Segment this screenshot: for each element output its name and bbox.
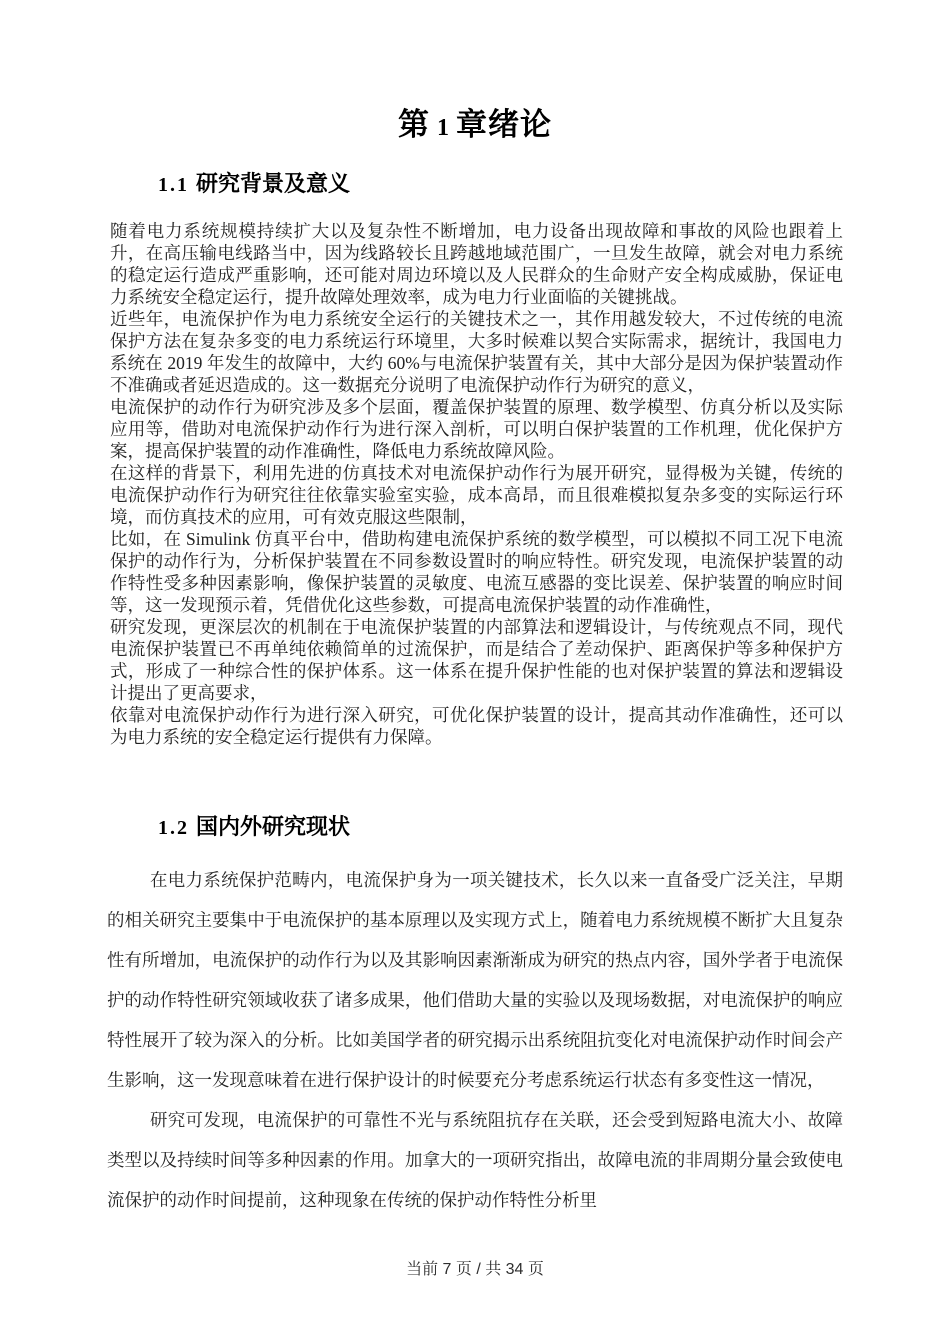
- paragraph: 依靠对电流保护动作行为进行深入研究，可优化保护装置的设计，提高其动作准确性，还可以为电力系统的安全稳定运行提供有力保障。: [110, 705, 843, 747]
- paragraph: 比如，在 Simulink 仿真平台中，借助构建电流保护系统的数学模型，可以模拟不同工况下电流保护的动作行为，分析保护装置在不同参数设置时的响应特性。研究发现，电流保护装置的动作特性受多种因素影响，像保护装置的灵敏度、电流互感器的变比误差、保护装置的响应时间等，这一发现预示着，凭借优化这些参数，可提高电流保护装置的动作准确性，: [110, 529, 843, 615]
- section-heading-1-2: [158, 812, 350, 843]
- page-number-footer: [0, 1259, 950, 1281]
- chapter-title-prefix: 第: [398, 107, 430, 142]
- paragraph: 在电力系统保护范畴内，电流保护身为一项关键技术，长久以来一直备受广泛关注，早期的相关研究主要集中于电流保护的基本原理以及实现方式上，随着电力系统规模不断扩大且复杂性有所增加，电流保护的动作行为以及其影响因素渐渐成为研究的热点内容，国外学者于电流保护的动作特性研究领域收获了诸多成果，他们借助大量的实验以及现场数据，对电流保护的响应特性展开了较为深入的分析。比如美国学者的研究揭示出系统阻抗变化对电流保护动作时间会产生影响，这一发现意味着在进行保护设计的时候要充分考虑系统运行状态有多变性这一情况，: [107, 870, 843, 1090]
- paragraph: 研究可发现，电流保护的可靠性不光与系统阻抗存在关联，还会受到短路电流大小、故障类型以及持续时间等多种因素的作用。加拿大的一项研究指出，故障电流的非周期分量会致使电流保护的动作时间提前，这种现象在传统的保护动作特性分析里: [107, 1110, 843, 1210]
- paragraph: 随着电力系统规模持续扩大以及复杂性不断增加，电力设备出现故障和事故的风险也跟着上升，在高压输电线路当中，因为线路较长且跨越地域范围广，一旦发生故障，就会对电力系统的稳定运行造成严重影响，还可能对周边环境以及人民群众的生命财产安全构成威胁，保证电力系统安全稳定运行，提升故障处理效率，成为电力行业面临的关键挑战。: [110, 221, 843, 307]
- section-number-1-2: 1.2: [158, 817, 189, 839]
- chapter-title-suffix: 章绪论: [456, 107, 552, 142]
- paragraph: 电流保护的动作行为研究涉及多个层面，覆盖保护装置的原理、数学模型、仿真分析以及实际应用等，借助对电流保护动作行为进行深入剖析，可以明白保护装置的工作机理，优化保护方案，提高保护装置的动作准确性，降低电力系统故障风险。: [110, 397, 843, 461]
- paragraph: 近些年，电流保护作为电力系统安全运行的关键技术之一，其作用越发较大，不过传统的电流保护方法在复杂多变的电力系统运行环境里，大多时候难以契合实际需求，据统计，我国电力系统在 2019 年发生的故障中，大约 60%与电流保护装置有关，其中大部分是因为保护装置动作不准确或者延迟造成的。这一数据充分说明了电流保护动作行为研究的意义，: [110, 309, 843, 395]
- section-1-1-body: [110, 220, 843, 748]
- section-number-1-1: 1.1: [158, 174, 189, 196]
- section-title-1-1: 研究背景及意义: [196, 171, 351, 196]
- section-heading-1-1: [158, 169, 350, 200]
- chapter-number: 1: [437, 115, 449, 141]
- paragraph: 在这样的背景下，利用先进的仿真技术对电流保护动作行为展开研究，显得极为关键，传统的电流保护动作行为研究往往依靠实验室实验，成本高昂，而且很难模拟复杂多变的实际运行环境，而仿真技术的应用，可有效克服这些限制，: [110, 463, 843, 527]
- chapter-title: [0, 106, 950, 147]
- page-indicator: 当前 7 页 / 共 34 页: [406, 1261, 544, 1278]
- section-1-2-body: [107, 860, 843, 1220]
- paragraph: 研究发现，更深层次的机制在于电流保护装置的内部算法和逻辑设计，与传统观点不同，现代电流保护装置已不再单纯依赖简单的过流保护，而是结合了差动保护、距离保护等多种保护方式，形成了一种综合性的保护体系。这一体系在提升保护性能的也对保护装置的算法和逻辑设计提出了更高要求，: [110, 617, 843, 703]
- section-title-1-2: 国内外研究现状: [196, 814, 351, 839]
